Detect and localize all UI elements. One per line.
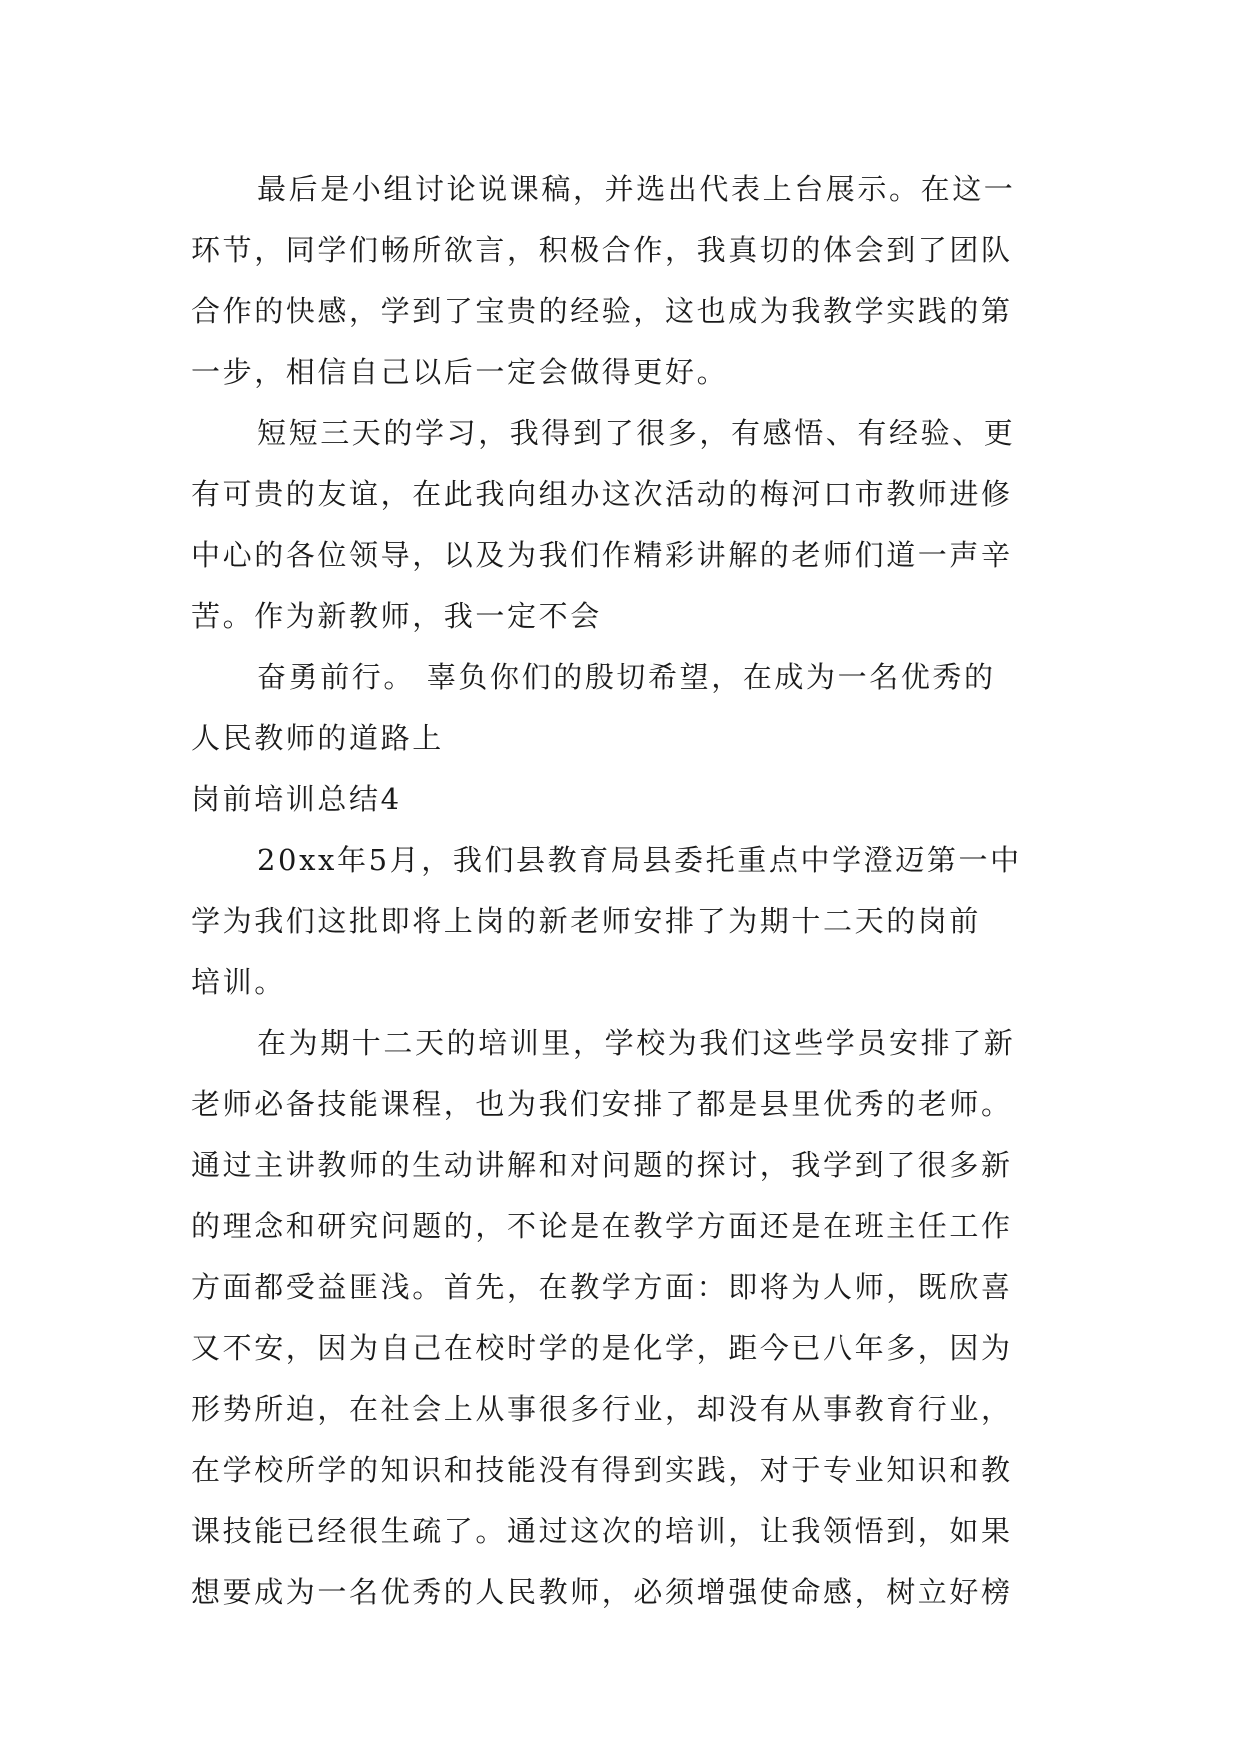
text-line: 在学校所学的知识和技能没有得到实践，对于专业知识和教 — [191, 1453, 1013, 1487]
text-line: 方面都受益匪浅。首先，在教学方面：即将为人师，既欣喜 — [191, 1270, 1013, 1304]
text-line: 形势所迫，在社会上从事很多行业，却没有从事教育行业， — [191, 1392, 1013, 1426]
text-line: 合作的快感，学到了宝贵的经验，这也成为我教学实践的第 — [191, 294, 1013, 328]
text-line: 的理念和研究问题的，不论是在教学方面还是在班主任工作 — [191, 1209, 1013, 1243]
text-line: 培训。 — [191, 965, 286, 999]
text-line: 苦。作为新教师，我一定不会 — [191, 599, 602, 633]
text-line: 想要成为一名优秀的人民教师，必须增强使命感，树立好榜 — [191, 1575, 1013, 1609]
text-line: 又不安，因为自己在校时学的是化学，距今已八年多，因为 — [191, 1331, 1013, 1365]
text-line: 课技能已经很生疏了。通过这次的培训，让我领悟到，如果 — [191, 1514, 1013, 1548]
text-line: 老师必备技能课程，也为我们安排了都是县里优秀的老师。 — [191, 1087, 1013, 1121]
text-line: 有可贵的友谊，在此我向组办这次活动的梅河口市教师进修 — [191, 477, 1013, 511]
section-heading: 岗前培训总结4 — [191, 782, 402, 816]
document-body — [191, 159, 1061, 1623]
text-line: 通过主讲教师的生动讲解和对问题的探讨，我学到了很多新 — [191, 1148, 1013, 1182]
text-line: 20xx年5月，我们县教育局县委托重点中学澄迈第一中 — [257, 843, 1022, 877]
text-line: 学为我们这批即将上岗的新老师安排了为期十二天的岗前 — [191, 904, 982, 938]
text-line: 奋勇前行。 辜负你们的殷切希望，在成为一名优秀的 — [257, 660, 996, 694]
text-line: 在为期十二天的培训里，学校为我们这些学员安排了新 — [257, 1026, 1016, 1060]
text-line: 环节，同学们畅所欲言，积极合作，我真切的体会到了团队 — [191, 233, 1013, 267]
text-line: 人民教师的道路上 — [191, 721, 444, 755]
text-line: 一步，相信自己以后一定会做得更好。 — [191, 355, 729, 389]
text-line: 短短三天的学习，我得到了很多，有感悟、有经验、更 — [257, 416, 1016, 450]
text-line: 最后是小组讨论说课稿，并选出代表上台展示。在这一 — [257, 172, 1016, 206]
text-line: 中心的各位领导，以及为我们作精彩讲解的老师们道一声辛 — [191, 538, 1013, 572]
